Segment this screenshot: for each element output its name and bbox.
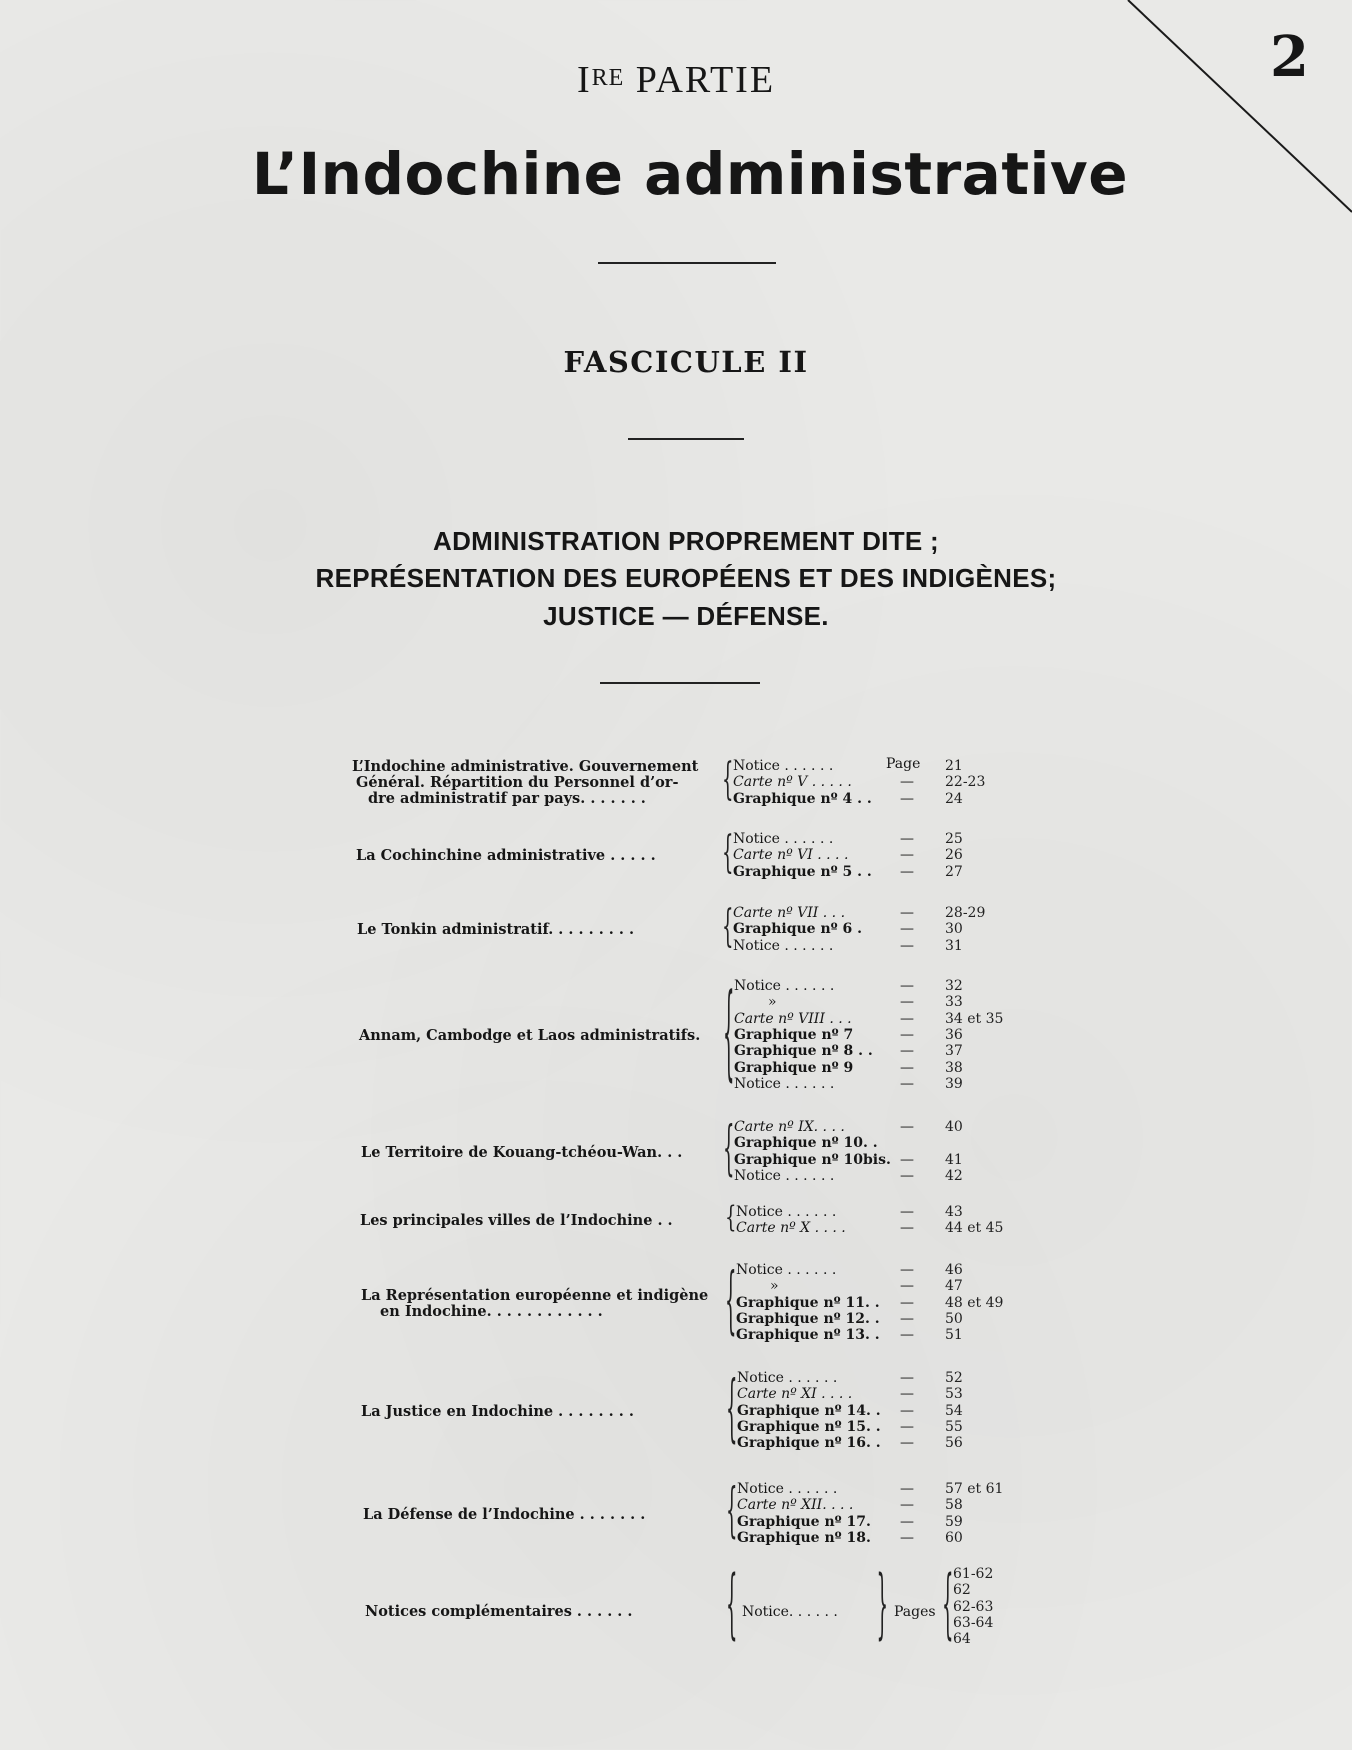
toc-entry-dash: — <box>900 790 914 807</box>
divider-2 <box>628 438 744 440</box>
toc-entry-dash: — <box>900 1402 914 1419</box>
toc-entry-page: 40 <box>945 1119 963 1135</box>
section-label: Général. Répartition du Personnel d’or- <box>356 774 679 792</box>
toc-entry: Notice . . . . . . <box>736 1204 837 1220</box>
toc-entry-page: 44 et 45 <box>945 1220 1004 1237</box>
toc-entry-dash: — <box>900 1220 914 1237</box>
subtitle-line-3: JUSTICE — DÉFENSE. <box>543 601 829 631</box>
toc-entry-page: 54 <box>945 1402 963 1419</box>
toc-entry: Carte nº VII . . . <box>733 905 846 921</box>
toc-entry-page: 31 <box>945 937 963 954</box>
section-brace: { <box>725 1201 737 1236</box>
section-label: Annam, Cambodge et Laos administratifs. <box>359 1027 701 1045</box>
section-label: dre administratif par pays. . . . . . . <box>368 790 646 808</box>
toc-entry-page: 37 <box>945 1043 963 1060</box>
section-brace: { <box>723 975 735 1095</box>
toc-entry-page: 59 <box>945 1513 963 1530</box>
toc-entry-dash: — <box>900 1327 914 1344</box>
toc-entry: Carte nº VIII . . . <box>734 1010 852 1027</box>
toc-entry: Carte nº VI . . . . <box>733 847 849 864</box>
toc-entry-page: 55 <box>945 1418 963 1435</box>
toc-entry-dash: — <box>900 978 914 994</box>
toc-entry: Notice . . . . . . <box>733 758 834 774</box>
section-label: La Cochinchine administrative . . . . . <box>356 847 656 865</box>
toc-entry-dash: — <box>900 1513 914 1530</box>
toc-entry-dash: — <box>900 1167 914 1184</box>
toc-entry-dash: — <box>900 1497 914 1514</box>
toc-entry: Graphique nº 11. . <box>736 1294 880 1311</box>
toc-entry-page: 39 <box>945 1075 963 1092</box>
section-label: La Justice en Indochine . . . . . . . . <box>361 1402 634 1420</box>
toc-entry-dash: — <box>900 1370 914 1386</box>
part-superscript: RE <box>591 65 625 91</box>
toc-entry: Graphique nº 5 . . <box>733 863 872 880</box>
toc-entry: » <box>768 994 777 1011</box>
section-label: Le Territoire de Kouang-tchéou-Wan. . . <box>361 1143 683 1161</box>
toc-entry-page: 34 et 35 <box>945 1010 1004 1027</box>
toc-entry: Carte nº XII. . . . <box>737 1497 854 1514</box>
toc-entry-dash: — <box>900 1075 914 1092</box>
section-label: Les principales villes de l’Indochine . . <box>360 1212 673 1230</box>
toc-entry-dash: — <box>900 847 914 864</box>
toc-entry-dash: — <box>900 1386 914 1403</box>
toc-entry: Graphique nº 8 . . <box>734 1043 873 1060</box>
toc-entry-page: 28-29 <box>945 905 986 921</box>
toc-entry-page: 52 <box>945 1370 963 1386</box>
toc-entry-page: 25 <box>945 831 963 847</box>
toc-entry-page: 50 <box>945 1310 963 1327</box>
section-label: L’Indochine administrative. Gouvernement <box>352 758 699 776</box>
part-word: PARTIE <box>635 59 776 101</box>
toc-entry: Graphique nº 4 . . <box>733 790 872 807</box>
section-label: La Représentation européenne et indigène <box>361 1286 709 1304</box>
toc-entry-dash: — <box>900 1043 914 1060</box>
toc-entry: Graphique nº 12. . <box>736 1310 880 1327</box>
section-brace: { <box>722 755 734 807</box>
toc-entry-page: 38 <box>945 1059 963 1076</box>
toc-entry-dash: — <box>900 921 914 938</box>
toc-entry: Carte nº X . . . . <box>736 1220 846 1237</box>
toc-entry-dash: — <box>900 1278 914 1295</box>
toc-entry: Graphique nº 15. . <box>737 1418 881 1435</box>
complementary-page: 63-64 <box>953 1614 994 1631</box>
toc-entry-page: 48 et 49 <box>945 1294 1004 1311</box>
toc-entry-dash: — <box>900 1151 914 1168</box>
toc-entry-page: 33 <box>945 994 963 1011</box>
toc-entry-dash: — <box>900 863 914 880</box>
toc-entry: Graphique nº 18. <box>737 1529 871 1546</box>
toc-entry-page: 58 <box>945 1497 963 1514</box>
toc-entry-page: 30 <box>945 921 963 938</box>
toc-entry: Graphique nº 9 <box>734 1059 854 1076</box>
toc-entry: Graphique nº 7 <box>734 1026 854 1043</box>
divider-1 <box>598 262 776 264</box>
complementary-label: Notices complémentaires . . . . . . <box>365 1603 633 1620</box>
toc-entry-dash: — <box>900 1119 914 1135</box>
toc-entry-dash: — <box>900 994 914 1011</box>
toc-entry: Notice . . . . . . <box>733 937 834 954</box>
section-brace: { <box>723 1116 735 1185</box>
toc-entry-dash: — <box>900 1059 914 1076</box>
toc-entry: Notice . . . . . . <box>737 1481 838 1497</box>
toc-entry-page: 57 et 61 <box>945 1481 1004 1497</box>
pages-label: Pages <box>894 1604 936 1620</box>
toc-entry-dash: — <box>900 831 914 847</box>
toc-entry-dash: — <box>900 1310 914 1327</box>
toc-entry-page: 24 <box>945 790 963 807</box>
divider-3 <box>600 682 760 684</box>
toc-entry: Notice . . . . . . <box>733 831 834 847</box>
subtitle-line-1: ADMINISTRATION PROPREMENT DITE ; <box>433 526 939 556</box>
toc-entry-page: 47 <box>945 1278 963 1295</box>
toc-entry-dash: — <box>900 905 914 921</box>
toc-entry: Notice . . . . . . <box>734 1167 835 1184</box>
toc-entry: Graphique nº 14. . <box>737 1402 881 1419</box>
complementary-page: 64 <box>953 1631 971 1648</box>
toc-entry-page: 26 <box>945 847 963 864</box>
toc-entry-page: 41 <box>945 1151 963 1168</box>
toc-entry-dash: — <box>900 1204 914 1220</box>
toc-entry: Notice . . . . . . <box>736 1262 837 1278</box>
pages-brace-left: { <box>876 1562 888 1651</box>
toc-entry-page: 27 <box>945 863 963 880</box>
complementary-entry: Notice. . . . . . <box>742 1604 838 1620</box>
toc-entry-page: 22-23 <box>945 774 986 791</box>
toc-entry-page: 43 <box>945 1204 963 1220</box>
page-number: 2 <box>1270 24 1309 90</box>
section-label: La Défense de l’Indochine . . . . . . . <box>363 1505 646 1523</box>
section-brace: { <box>722 828 734 880</box>
toc-entry: Graphique nº 10bis. <box>734 1151 891 1168</box>
pages-brace-right: { <box>942 1562 954 1651</box>
toc-entry-dash: — <box>900 937 914 954</box>
toc-entry: » <box>770 1278 779 1295</box>
toc-entry-dash: — <box>900 1010 914 1027</box>
toc-entry-dash: — <box>900 1481 914 1497</box>
complementary-page: 62-63 <box>953 1598 994 1615</box>
section-label: en Indochine. . . . . . . . . . . . <box>380 1302 603 1320</box>
complementary-brace: { <box>726 1562 738 1651</box>
toc-entry: Notice . . . . . . <box>734 978 835 994</box>
complementary-page: 62 <box>953 1582 971 1599</box>
toc-entry-page: 36 <box>945 1026 963 1043</box>
toc-entry-dash: — <box>900 1294 914 1311</box>
toc-entry: Carte nº IX. . . . <box>734 1119 845 1135</box>
toc-entry-page: 60 <box>945 1529 963 1546</box>
section-brace: { <box>726 1478 738 1547</box>
toc-entry: Graphique nº 17. <box>737 1513 871 1530</box>
toc-entry-page: 56 <box>945 1435 963 1452</box>
toc-entry-dash: — <box>900 1418 914 1435</box>
toc-entry-page: 21 <box>945 758 963 774</box>
page-title: L’Indochine administrative <box>251 140 1129 208</box>
section-brace: { <box>722 902 734 954</box>
part-heading <box>0 58 1352 102</box>
toc-entry-dash: — <box>900 1529 914 1546</box>
toc-entry-page: 46 <box>945 1262 963 1278</box>
section-brace: { <box>726 1367 738 1453</box>
toc-entry: Graphique nº 6 . <box>733 921 862 938</box>
page-column-header: Page <box>886 756 921 772</box>
toc-entry-page: 32 <box>945 978 963 994</box>
toc-entry-page: 53 <box>945 1386 963 1403</box>
toc-entry-dash: — <box>900 1435 914 1452</box>
toc-entry-page: 51 <box>945 1327 963 1344</box>
toc-entry: Graphique nº 16. . <box>737 1435 881 1452</box>
toc-entry-dash: — <box>900 1026 914 1043</box>
toc-entry: Notice . . . . . . <box>734 1075 835 1092</box>
toc-entry-dash: — <box>900 774 914 791</box>
fascicule-heading: FASCICULE II <box>563 345 809 379</box>
complementary-page: 61-62 <box>953 1566 994 1582</box>
toc-entry: Graphique nº 13. . <box>736 1327 880 1344</box>
toc-entry: Carte nº XI . . . . <box>737 1386 853 1403</box>
toc-entry: Notice . . . . . . <box>737 1370 838 1386</box>
toc-entry: Graphique nº 10. . <box>734 1135 878 1152</box>
toc-entry-page: 42 <box>945 1167 963 1184</box>
toc-entry-dash: — <box>900 1262 914 1278</box>
part-numeral: I <box>576 59 592 101</box>
section-brace: { <box>725 1259 737 1345</box>
subtitle-line-2: REPRÉSENTATION DES EUROPÉENS ET DES INDIGÈNES; <box>315 563 1057 593</box>
section-label: Le Tonkin administratif. . . . . . . . . <box>357 921 635 939</box>
toc-entry: Carte nº V . . . . . <box>733 774 852 791</box>
